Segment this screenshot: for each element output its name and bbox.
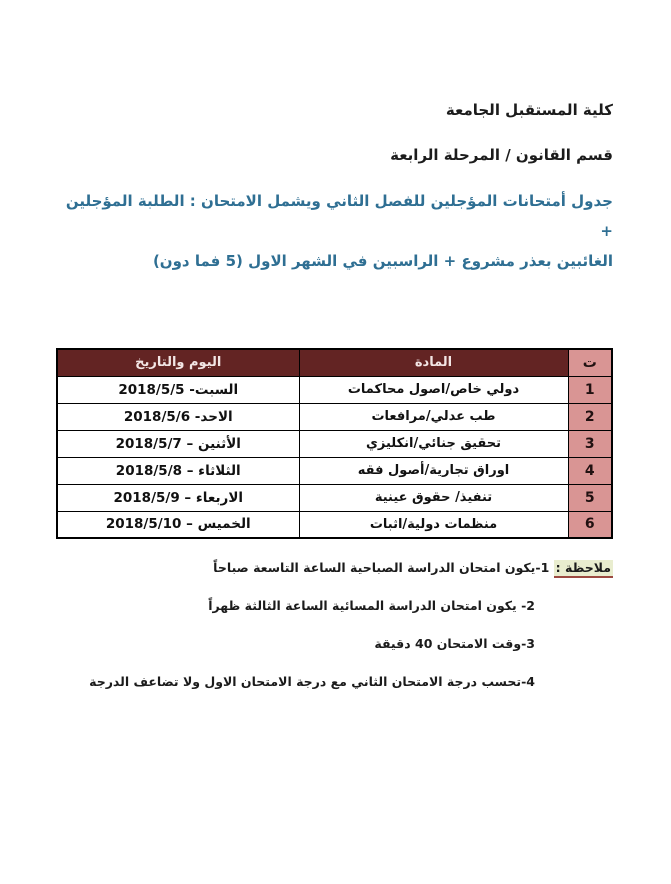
index-cell: 5 [568,484,612,511]
date-cell: الأثنين – 2018/5/7 [57,430,299,457]
note-text: 2- يكون امتحان الدراسة المسائية الساعة الثالثة ظهراً [208,598,535,613]
table-row [57,457,612,484]
date-cell: السبت- 2018/5/5 [57,376,299,403]
header-index: ت [568,349,612,376]
date-cell: الاربعاء – 2018/5/9 [57,484,299,511]
note-item [56,632,613,655]
table-row [57,376,612,403]
subject-cell: تنفيذ/ حقوق عينية [299,484,568,511]
exam-schedule-table [56,348,613,539]
index-cell: 6 [568,511,612,538]
subject-cell: منظمات دولية/اثبات [299,511,568,538]
note-label: ملاحظة : [554,560,613,578]
date-cell: الثلاثاء – 2018/5/8 [57,457,299,484]
note-item [56,670,613,693]
index-cell: 3 [568,430,612,457]
note-text: 1-يكون امتحان الدراسة الصباحية الساعة التاسعة صباحاً [213,560,550,575]
header-day-date: اليوم والتاريخ [57,349,299,376]
table-row [57,484,612,511]
subject-cell: طب عدلي/مرافعات [299,403,568,430]
index-cell: 4 [568,457,612,484]
note-item [56,594,613,617]
intro-paragraph [56,186,613,276]
table-row [57,430,612,457]
date-cell: الخميس – 2018/5/10 [57,511,299,538]
note-text: 3-وقت الامتحان 40 دقيقة [374,636,535,651]
intro-line-1: جدول أمتحانات المؤجلين للفصل الثاني ويشمل الامتحان : الطلبة المؤجلين + [65,192,613,240]
subject-cell: دولي خاص/اصول محاكمات [299,376,568,403]
note-text: 4-تحسب درجة الامتحان الثاني مع درجة الامتحان الاول ولا تضاعف الدرجة [89,674,535,689]
table-row [57,403,612,430]
index-cell: 1 [568,376,612,403]
index-cell: 2 [568,403,612,430]
intro-line-2: الغائبين بعذر مشروع + الراسبين في الشهر الاول (5 فما دون) [152,252,613,270]
header-subject: المادة [299,349,568,376]
table-header-row [57,349,612,376]
college-title: كلية المستقبل الجامعة [445,101,613,119]
department-title: قسم القانون / المرحلة الرابعة [390,146,613,164]
subject-cell: تحقيق جنائي/انكليزي [299,430,568,457]
date-cell: الاحد- 2018/5/6 [57,403,299,430]
notes-section [56,556,613,708]
table-row [57,511,612,538]
note-item [56,556,613,579]
subject-cell: اوراق تجارية/أصول فقه [299,457,568,484]
